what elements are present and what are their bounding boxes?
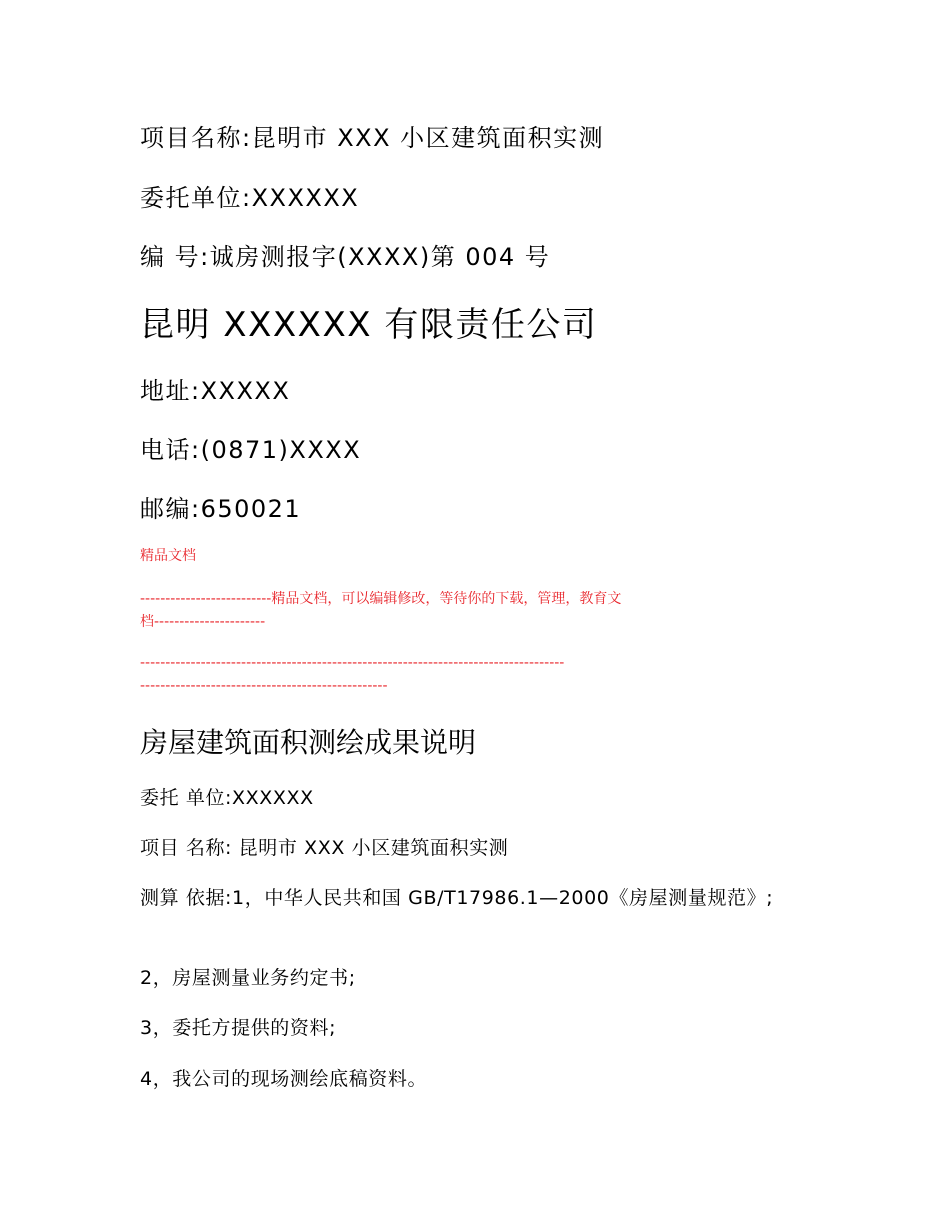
watermark-divider-line2: ------------------------------------------------- — [140, 678, 388, 694]
cover-client: 委托单位:XXXXXX — [140, 184, 360, 212]
report-client: 委托 单位:XXXXXX — [140, 787, 314, 809]
report-basis-3: 3，委托方提供的资料; — [140, 1017, 337, 1039]
watermark-divider-line1: ------------------------------------------------------------------------------------ — [140, 655, 565, 671]
report-basis-4: 4，我公司的现场测绘底稿资料。 — [140, 1068, 428, 1090]
watermark-notice-line2: 档---------------------- — [140, 614, 266, 630]
cover-phone: 电话:(0871)XXXX — [140, 436, 362, 464]
report-project-name: 项目 名称: 昆明市 XXX 小区建筑面积实测 — [140, 837, 509, 859]
watermark-notice-line1: --------------------------精品文档，可以编辑修改，等待你的下载，管理，教育文 — [140, 591, 622, 607]
cover-number: 编 号:诚房测报字(XXXX)第 004 号 — [140, 243, 551, 271]
cover-address: 地址:XXXXX — [140, 377, 291, 405]
report-basis-2: 2，房屋测量业务约定书; — [140, 967, 356, 989]
watermark-label: 精品文档 — [140, 548, 196, 564]
cover-postcode: 邮编:650021 — [140, 495, 302, 523]
company-name: 昆明 XXXXXX 有限责任公司 — [140, 305, 598, 345]
report-basis-1: 测算 依据:1，中华人民共和国 GB/T17986.1—2000《房屋测量规范》; — [140, 887, 774, 909]
cover-project-name: 项目名称:昆明市 XXX 小区建筑面积实测 — [140, 124, 605, 152]
report-title: 房屋建筑面积测绘成果说明 — [140, 726, 477, 759]
